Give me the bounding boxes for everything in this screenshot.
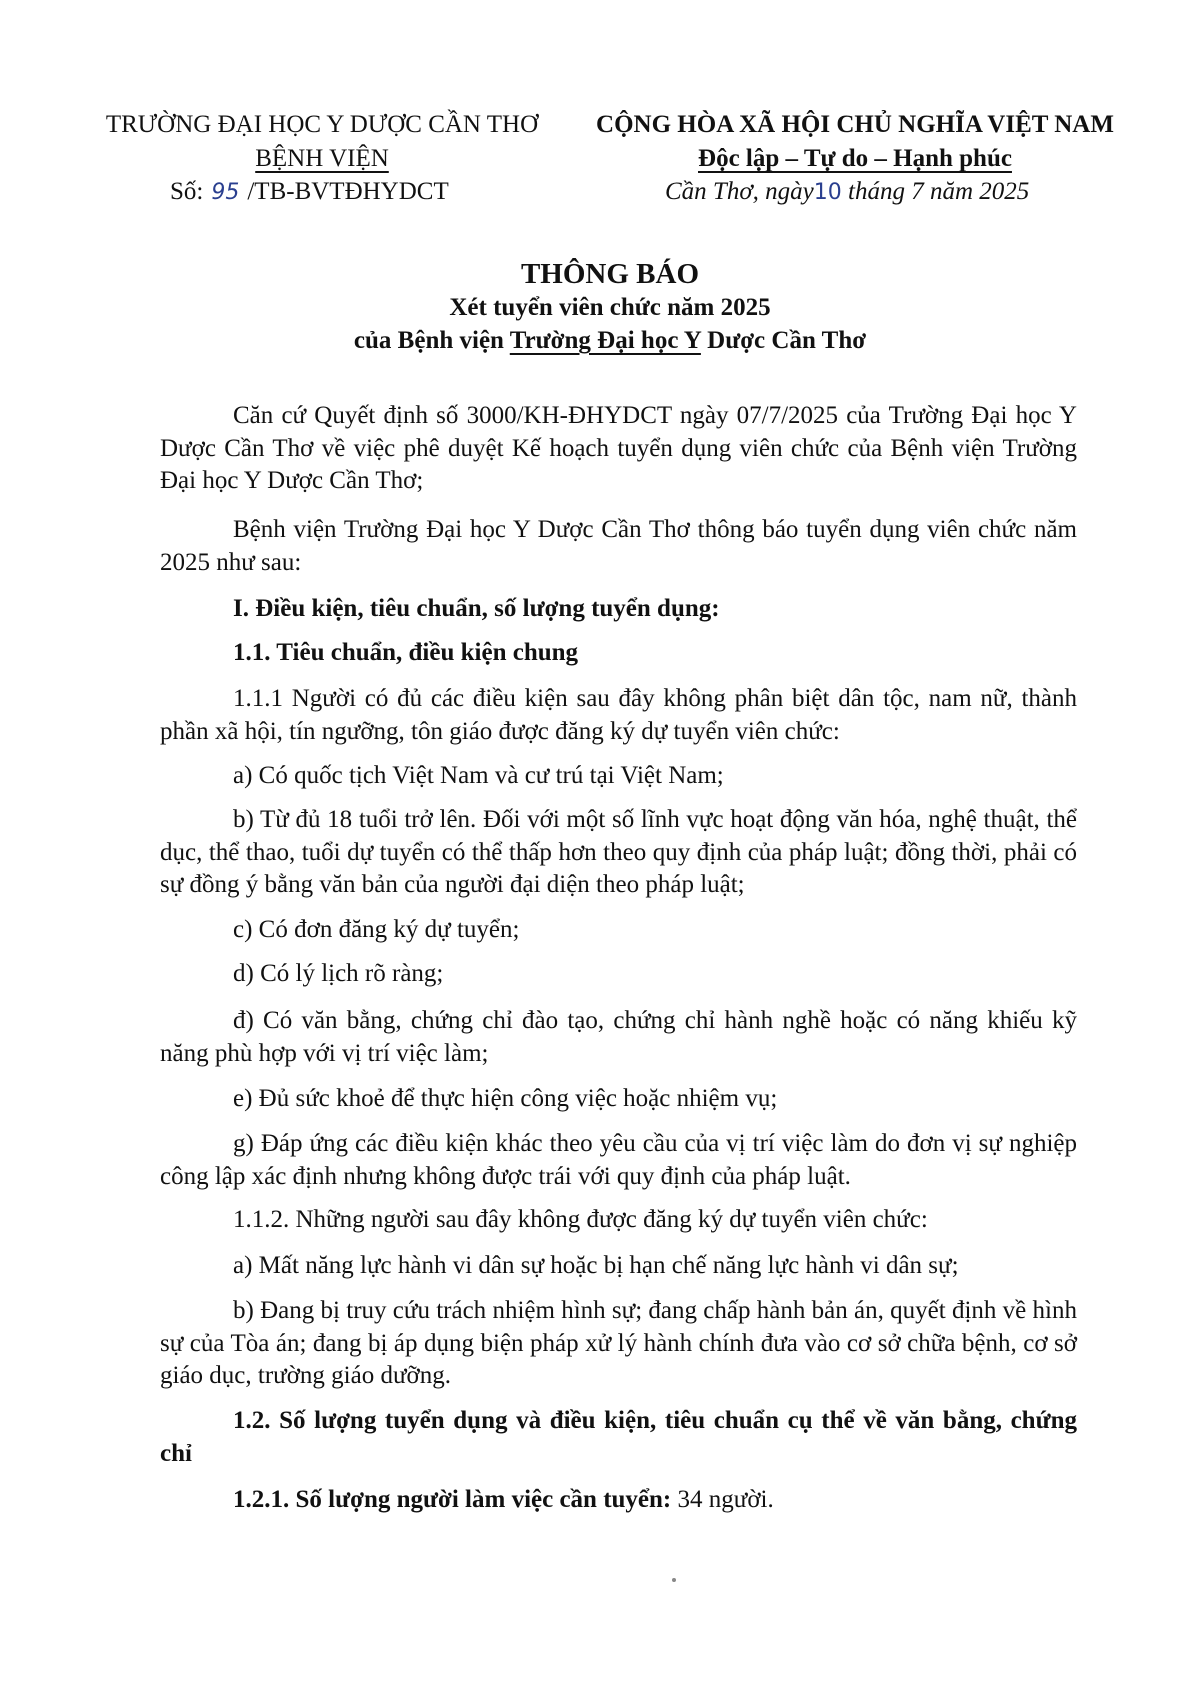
paragraph: Căn cứ Quyết định số 3000/KH-ĐHYDCT ngày 07/7/2025 của Trường Đại học Y Dược Cần Thơ về việc phê duyệt Kế hoạch tuyển dụng viên chức của Bệnh viện Trường Đại học Y Dược Cần Thơ; bbox=[160, 402, 1077, 494]
ref-prefix: Số: bbox=[170, 178, 204, 205]
handwritten-ref-number: 95 bbox=[211, 180, 240, 205]
country-name: CỘNG HÒA XÃ HỘI CHỦ NGHĨA VIỆT NAM bbox=[596, 111, 1114, 138]
document-subtitle: Xét tuyển viên chức năm 2025 bbox=[449, 294, 771, 321]
document-title: THÔNG BÁO bbox=[520, 258, 700, 290]
body-paragraph-legal-basis bbox=[160, 400, 1077, 498]
subtitle-part-a: của Bệnh viện bbox=[353, 327, 504, 354]
subtitle-part-b: Trường Đại học Y bbox=[509, 327, 701, 354]
list-item-e: e) Đủ sức khoẻ để thực hiện công việc hoặc nhiệm vụ; bbox=[233, 1085, 778, 1112]
list-item-a: a) Có quốc tịch Việt Nam và cư trú tại Việt Nam; bbox=[233, 762, 724, 789]
list2-item-a: a) Mất năng lực hành vi dân sự hoặc bị hạn chế năng lực hành vi dân sự; bbox=[233, 1252, 959, 1279]
list-item-dd: đ) Có văn bằng, chứng chỉ đào tạo, chứng chỉ hành nghề hoặc có năng khiếu kỹ năng phù hợp với vị trí việc làm; bbox=[160, 1007, 1077, 1067]
list-item-b: b) Từ đủ 18 tuổi trở lên. Đối với một số lĩnh vực hoạt động văn hóa, nghệ thuật, thể dục, thể thao, tuổi dự tuyển có thể thấp hơn theo quy định của pháp luật; đồng thời, phải có sự đồng ý bằng văn bản của người đại diện theo pháp luật; bbox=[160, 806, 1077, 898]
list-item-g: g) Đáp ứng các điều kiện khác theo yêu cầu của vị trí việc làm do đơn vị sự nghiệp công lập xác định nhưng không được trái với quy định của pháp luật. bbox=[160, 1130, 1077, 1190]
hospital-name: BỆNH VIỆN bbox=[255, 145, 389, 172]
section-heading-1-2: 1.2. Số lượng tuyển dụng và điều kiện, tiêu chuẩn cụ thể về văn bằng, chứng chỉ bbox=[160, 1407, 1077, 1467]
motto: Độc lập – Tự do – Hạnh phúc bbox=[698, 145, 1012, 172]
paragraph-1-1-1: 1.1.1 Người có đủ các điều kiện sau đây không phân biệt dân tộc, nam nữ, thành phần xã hội, tín ngưỡng, tôn giáo được đăng ký dự tuyển viên chức: bbox=[160, 685, 1077, 745]
date-suffix: tháng 7 năm 2025 bbox=[848, 178, 1030, 205]
national-motto bbox=[575, 108, 1135, 176]
paragraph-1-1-2: 1.1.2. Những người sau đây không được đăng ký dự tuyển viên chức: bbox=[233, 1206, 928, 1233]
paragraph: Bệnh viện Trường Đại học Y Dược Cần Thơ thông báo tuyển dụng viên chức năm 2025 như sau: bbox=[160, 516, 1077, 576]
document-subtitle-2 bbox=[150, 327, 1070, 355]
list-item-d: d) Có lý lịch rõ ràng; bbox=[233, 960, 444, 987]
list2-item-b: b) Đang bị truy cứu trách nhiệm hình sự; đang chấp hành bản án, quyết định về hình sự của Tòa án; đang bị áp dụng biện pháp xử lý hành chính đưa vào cơ sở chữa bệnh, cơ sở giáo dục, trường giáo dưỡng. bbox=[160, 1297, 1077, 1389]
ref-suffix: /TB-BVTĐHYDCT bbox=[247, 178, 449, 205]
body-paragraph-intro bbox=[160, 514, 1077, 579]
parent-organization: TRƯỜNG ĐẠI HỌC Y DƯỢC CẦN THƠ bbox=[105, 111, 539, 138]
staff-count-value: 34 người. bbox=[677, 1486, 774, 1513]
reference-number bbox=[170, 178, 449, 206]
section-heading-1: I. Điều kiện, tiêu chuẩn, số lượng tuyển dụng: bbox=[233, 595, 720, 622]
section-heading-1-1: 1.1. Tiêu chuẩn, điều kiện chung bbox=[233, 639, 579, 666]
date-prefix: Cần Thơ, ngày bbox=[665, 178, 814, 205]
handwritten-day: 10 bbox=[813, 180, 842, 205]
place-and-date bbox=[665, 178, 1029, 206]
subtitle-part-c: Dược Cần Thơ bbox=[707, 327, 867, 354]
issuing-organization bbox=[92, 108, 552, 176]
scan-speck bbox=[672, 1578, 676, 1582]
staff-count-label: 1.2.1. Số lượng người làm việc cần tuyển: bbox=[233, 1486, 672, 1513]
list-item-c: c) Có đơn đăng ký dự tuyển; bbox=[233, 916, 520, 943]
section-heading-1-2-1 bbox=[160, 1484, 1077, 1517]
